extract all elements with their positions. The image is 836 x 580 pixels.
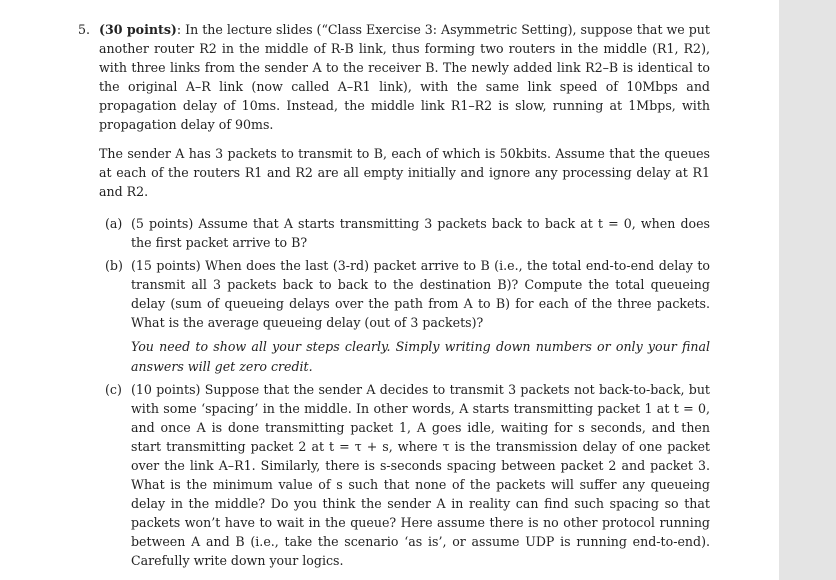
part-a-text: (5 points) Assume that A starts transmitting 3 packets back to back at t = 0, when does the first packet arrive to B? xyxy=(131,215,710,250)
paragraph-2: The sender A has 3 packets to transmit to B, each of which is 50kbits. Assume that the queues at each of the routers R1 and R2 are all empty initially and ignore any processing delay at R1 and R2. xyxy=(99,145,710,199)
problem-intro xyxy=(78,20,710,135)
parts-list xyxy=(78,214,710,571)
part-b-note: You need to show all your steps clearly. Simply writing down numbers or only your final answers will get zero credit. xyxy=(131,339,710,374)
document-page xyxy=(78,20,710,575)
part-a xyxy=(78,214,710,252)
intro-paragraph xyxy=(78,20,710,135)
part-a-label: (a) xyxy=(105,215,123,231)
part-c-text: (10 points) Suppose that the sender A decides to transmit 3 packets not back-to-back, but with some ‘spacing’ in the middle. In other words, A starts transmitting packet 1 at t = 0, and once A is done transmitting packet 1, A goes idle, waiting for s seconds, and then start transmitting packet 2 at t = τ + s, where τ is the transmission delay of one packet over the link A–R1. Similarly, there is s-seconds spacing between packet 2 and packet 3. What is the minimum value of s such that none of the packets will suffer any queueing delay in the middle? Do you think the sender A in reality can find such spacing so that packets won’t have to wait in the queue? Here assume there is no other protocol running between A and B (i.e., take the scenario ‘as is’, or assume UDP is running end-to-end). Carefully write down your logics. xyxy=(131,381,710,569)
part-b-label: (b) xyxy=(105,258,123,274)
part-c-label: (c) xyxy=(105,381,122,397)
intro-text: : In the lecture slides (“Class Exercise 3: Asymmetric Setting), suppose that we put another router R2 in the middle of R-B link, thus forming two routers in the middle (R1, R2), with three links from the sender A to the receiver B. The newly added link R2–B is identical to the original A–R link (now called A–R1 link), with the same link speed of 10Mbps and propagation delay of 10ms. Instead, the middle link R1–R2 is slow, running at 1Mbps, with propagation delay of 90ms. xyxy=(99,22,710,133)
viewer-sidebar xyxy=(779,0,836,580)
part-b-text: (15 points) When does the last (3-rd) packet arrive to B (i.e., the total end-to-end delay to transmit all 3 packets back to back to the destination B)? Compute the total queueing delay (sum of queueing delays over the path from A to B) for each of the three packets. What is the average queueing delay (out of 3 packets)? xyxy=(131,258,710,331)
part-b xyxy=(78,256,710,376)
problem-points: (30 points) xyxy=(99,22,177,37)
part-c xyxy=(78,380,710,571)
problem-number: 5. xyxy=(78,22,91,37)
